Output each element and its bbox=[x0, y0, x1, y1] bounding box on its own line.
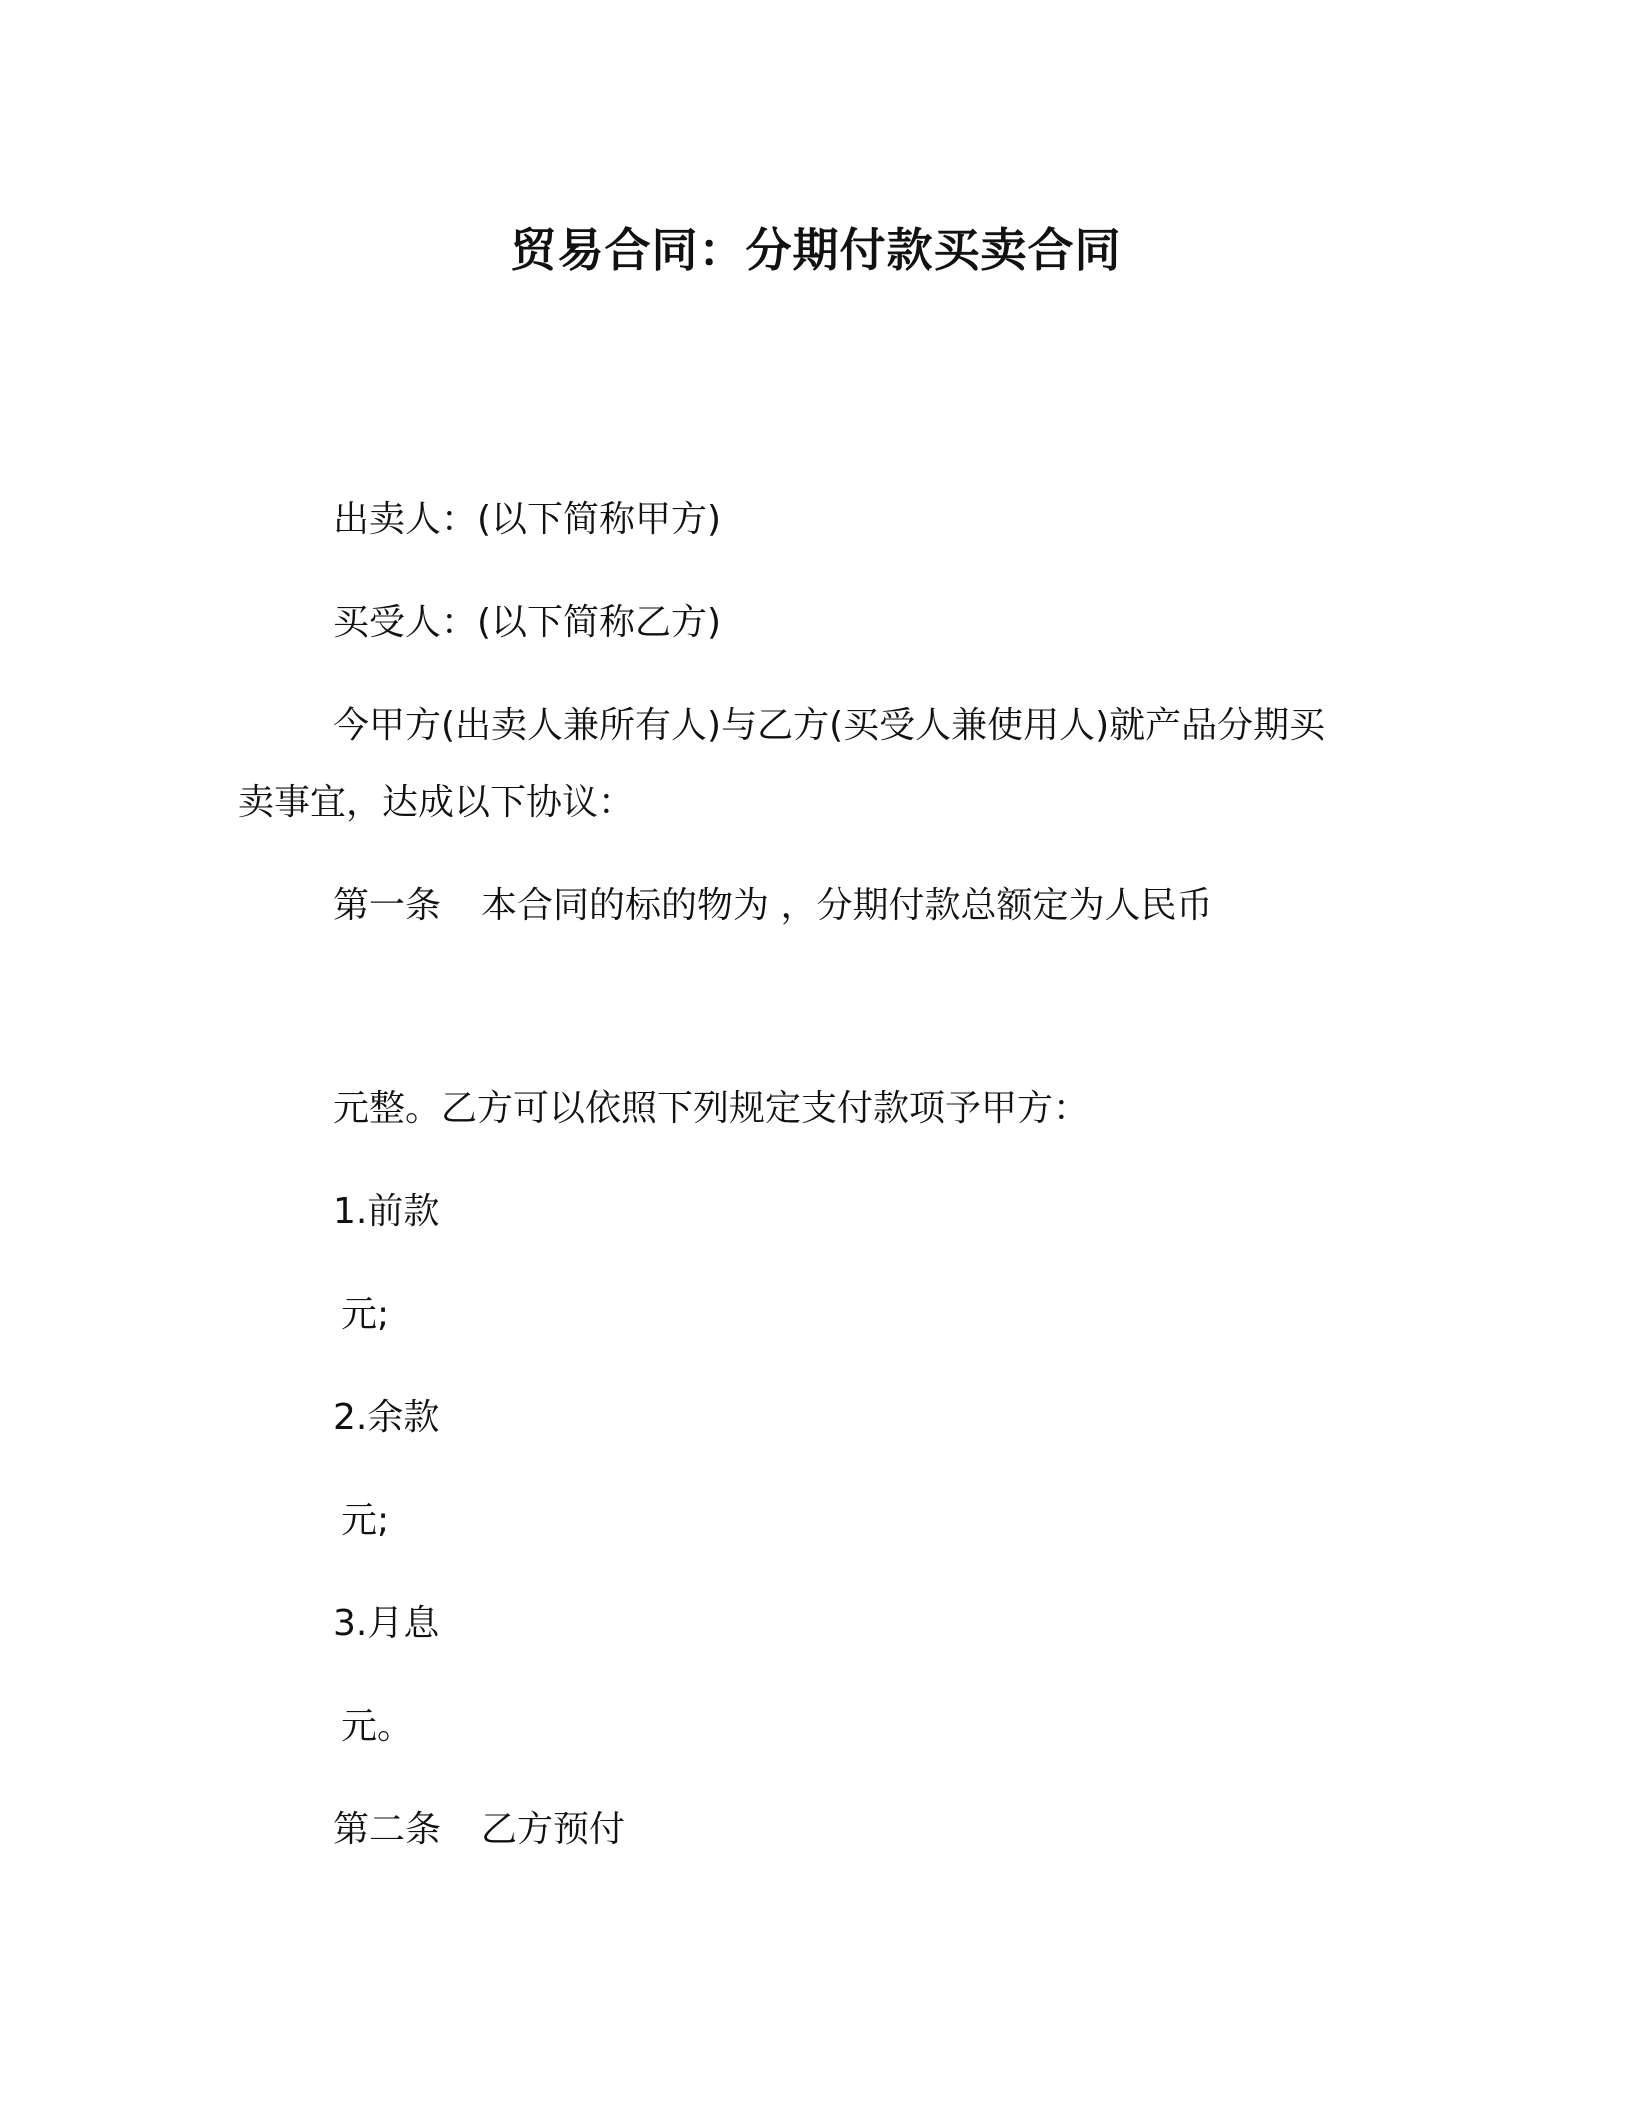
seller-line: 出卖人：(以下简称甲方) bbox=[333, 499, 722, 540]
article-1 bbox=[333, 884, 1212, 928]
article-2-heading: 第二条 bbox=[333, 1809, 442, 1850]
item-1-unit: 元; bbox=[341, 1294, 390, 1335]
article-2 bbox=[333, 1808, 625, 1852]
article-1-continuation: 元整。乙方可以依照下列规定支付款项予甲方： bbox=[333, 1088, 1090, 1129]
item-2-unit: 元; bbox=[341, 1500, 390, 1541]
item-3-label: 3.月息 bbox=[333, 1603, 440, 1644]
buyer-line: 买受人：(以下简称乙方) bbox=[333, 602, 722, 643]
item-1-label: 1.前款 bbox=[333, 1191, 440, 1232]
item-2-label: 2.余款 bbox=[333, 1397, 440, 1438]
article-2-text: 乙方预付 bbox=[481, 1809, 626, 1850]
article-1-text: 本合同的标的物为 ，分期付款总额定为人民币 bbox=[481, 885, 1213, 926]
item-3-unit: 元。 bbox=[341, 1706, 414, 1747]
preamble-line-1: 今甲方(出卖人兼所有人)与乙方(买受人兼使用人)就产品分期买 bbox=[333, 705, 1326, 746]
preamble-line-2: 卖事宜，达成以下协议： bbox=[238, 782, 635, 823]
article-1-heading: 第一条 bbox=[333, 885, 442, 926]
document-title: 贸易合同：分期付款买卖合同 bbox=[510, 223, 1122, 277]
